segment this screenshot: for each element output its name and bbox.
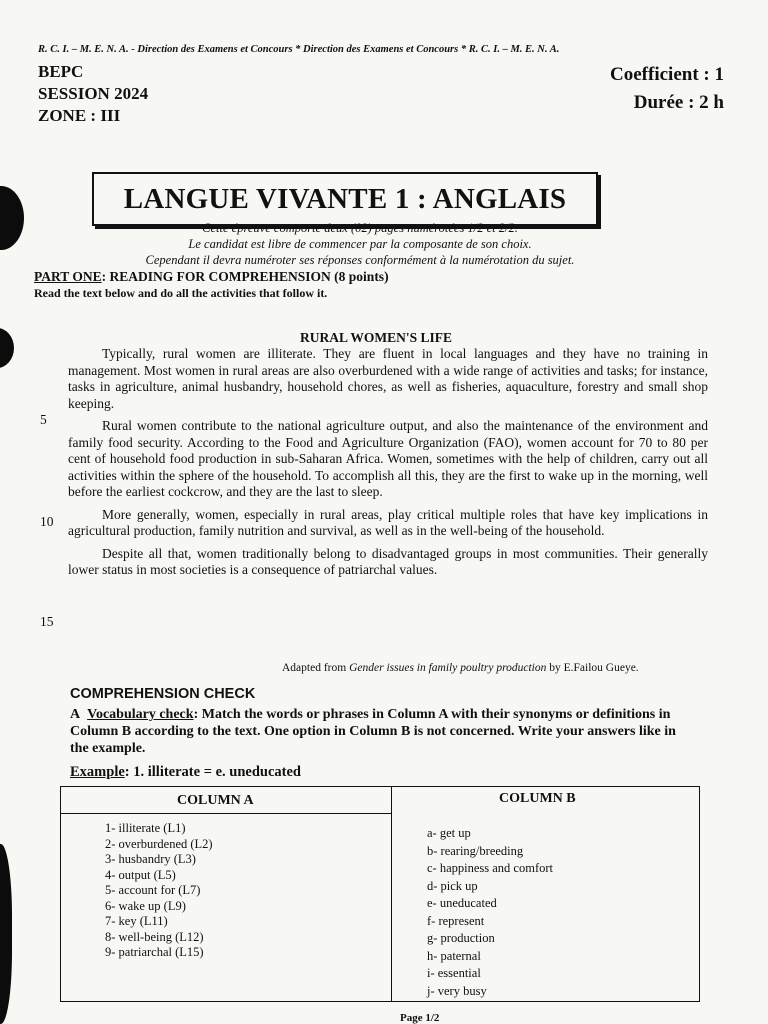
column-a-item: 7- key (L11) <box>105 914 168 928</box>
column-a-item: 3- husbandry (L3) <box>105 852 196 866</box>
page-number: Page 1/2 <box>400 1012 440 1024</box>
table-divider <box>391 787 392 1001</box>
exam-name: BEPC <box>38 62 84 81</box>
exam-coefficient: Coefficient : 1 <box>610 64 724 85</box>
exam-duration: Durée : 2 h <box>633 92 724 113</box>
column-b-item: j- very busy <box>427 983 487 998</box>
paragraph: Rural women contribute to the national agriculture output, and also the maintenance of the environment and family food security. According to the Food and Agriculture Organization (FAO), women account for 70 to 80 per cent of household food production in sub-Saharan Africa. Women, sometimes with the help of children, carry out all activities within the sphere of the household. To accomplish all this, they are the first to wake up in the morning, well before the earliest cockcrow, and they are the last to sleep. <box>68 418 708 499</box>
line-number: 15 <box>40 614 54 629</box>
exam-zone: ZONE : III <box>38 106 121 125</box>
instruction-line: Le candidat est libre de commencer par la composante de son choix. <box>188 237 532 251</box>
exam-title: LANGUE VIVANTE 1 : ANGLAIS <box>92 172 598 226</box>
column-b-item: h- paternal <box>427 948 481 963</box>
column-b-item: b- rearing/breeding <box>427 843 524 858</box>
column-b-item: f- represent <box>427 913 485 928</box>
column-a-item: 5- account for (L7) <box>105 883 201 897</box>
column-a-item: 9- patriarchal (L15) <box>105 945 204 959</box>
matching-table <box>60 786 700 1002</box>
column-a-item: 2- overburdened (L2) <box>105 836 213 851</box>
column-b-list <box>427 825 553 1000</box>
column-a-list <box>105 821 213 961</box>
line-number: 5 <box>40 412 47 427</box>
source-author: by E.Failou Gueye. <box>546 662 639 674</box>
text-source <box>282 662 639 674</box>
paragraph: Despite all that, women traditionally belong to disadvantaged groups in most communities. Their generally lower status in most societies is a consequence of patriarchal values. <box>68 545 708 577</box>
column-b-item: d- pick up <box>427 878 478 893</box>
reading-text <box>68 346 708 585</box>
column-a-header: COLUMN A <box>177 793 254 808</box>
column-a-item: 8- well-being (L12) <box>105 929 204 944</box>
scan-shadow <box>0 186 24 250</box>
part-one-title: : READING FOR COMPREHENSION (8 points) <box>101 269 389 284</box>
column-a-item: 6- wake up (L9) <box>105 898 186 913</box>
source-prefix: Adapted from <box>282 662 350 674</box>
paragraph: More generally, women, especially in rural areas, play critical multiple roles that have key implications in agricultural production, family nutrition and survival, as well as in the well-being of the household. <box>68 506 708 538</box>
column-a-item: 1- illiterate (L1) <box>105 821 186 835</box>
column-b-item: a- get up <box>427 826 471 840</box>
ministry-header: R. C. I. – M. E. N. A. - Direction des Examens et Concours * Direction des Examens et Concours * R. C. I. – M. E. N. A. <box>38 44 560 55</box>
exam-page <box>34 44 724 157</box>
vocab-instructions <box>70 706 690 757</box>
line-number: 10 <box>40 514 54 529</box>
text-title: RURAL WOMEN'S LIFE <box>300 330 453 345</box>
instruction-line: Cette épreuve comporte deux (02) pages numérotées 1/2 et 2/2. <box>202 221 518 235</box>
exam-session: SESSION 2024 <box>38 84 149 103</box>
instruction-line: Cependant il devra numéroter ses réponses conformément à la numérotation du sujet. <box>145 253 575 267</box>
vocab-label: Vocabulary check <box>87 707 194 722</box>
paragraph: Typically, rural women are illiterate. They are fluent in local languages and they have no training in management. Most women in rural areas are also overburdened with a wide range of activities and tasks; for instance, tasks in agriculture, animal husbandry, household chores, as well as fisheries, aquaculture, forestry and small shop keeping. <box>68 346 708 411</box>
scan-shadow <box>0 844 12 1024</box>
column-b-item: i- essential <box>427 966 481 980</box>
vocab-instruction-text: : Match the words or phrases in Column A with their synonyms or definitions in Column B according to the text. One option in Column B is not concerned. Write your answers like in the example. <box>70 707 676 756</box>
column-a-item: 4- output (L5) <box>105 867 176 882</box>
column-b-item: e- uneducated <box>427 896 497 910</box>
table-header-rule <box>61 813 391 814</box>
exam-instructions <box>60 220 660 268</box>
example-text: : 1. illiterate = e. uneducated <box>124 764 301 780</box>
comprehension-title: COMPREHENSION CHECK <box>70 686 256 702</box>
example-label: Example <box>70 764 125 780</box>
exam-info <box>34 61 724 157</box>
column-b-item: g- production <box>427 931 495 945</box>
source-title: Gender issues in family poultry production <box>349 662 547 674</box>
column-b-item: c- happiness and comfort <box>427 861 554 875</box>
example <box>70 764 301 781</box>
part-one-instruction: Read the text below and do all the activities that follow it. <box>34 286 328 300</box>
vocab-letter: A <box>70 707 81 722</box>
scan-shadow <box>0 328 14 368</box>
part-one-label: PART ONE <box>34 269 102 284</box>
part-one-heading <box>34 268 714 302</box>
column-b-header: COLUMN B <box>499 791 576 806</box>
